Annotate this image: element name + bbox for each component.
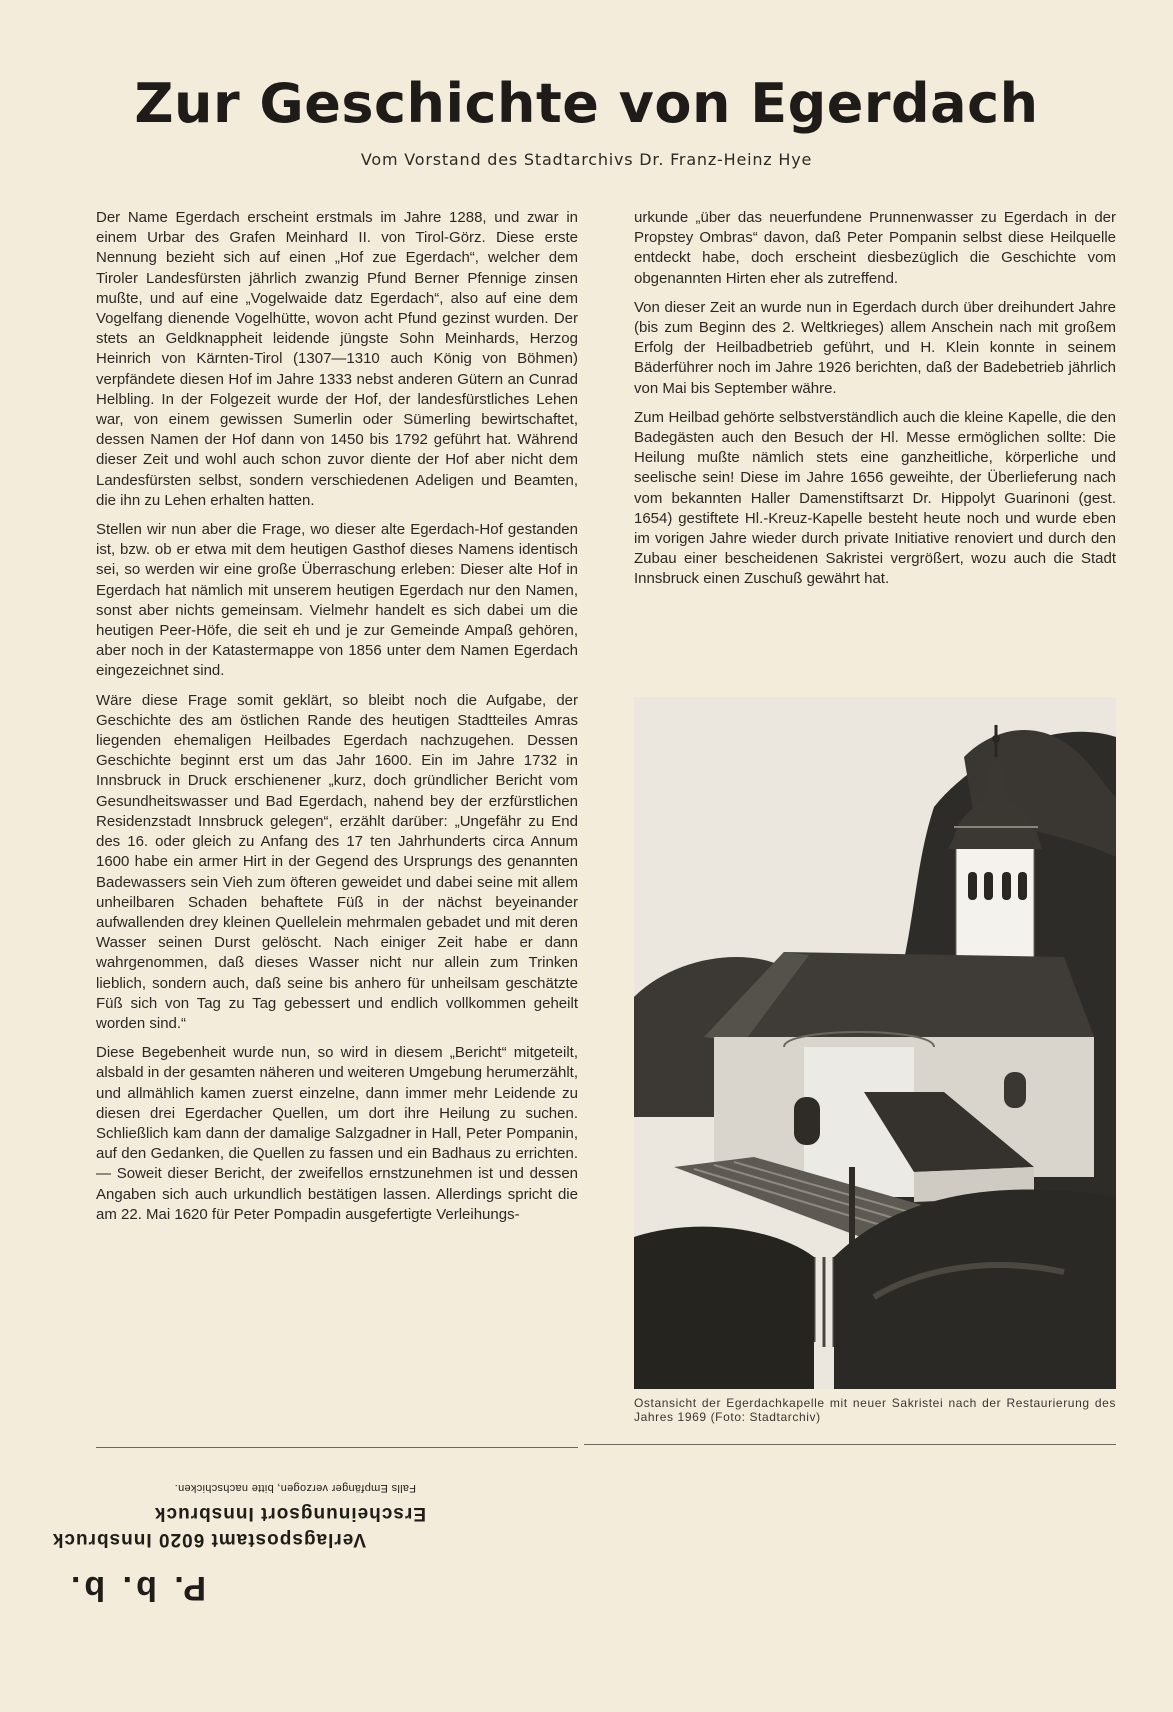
postage-paid-mark: P. b. b. (66, 1569, 206, 1607)
article-paragraph: Von dieser Zeit an wurde nun in Egerdach durch über dreihundert Jahre (bis zum Beginn des 2. Weltkrieges) allem Anschein nach mit großem Erfolg der Heilbadbetrieb geführt, und H. Klein konnte in seinem Bäderführer noch im Jahre 1926 berichten, daß der Badebetrieb jährlich von Mai bis September währe. (634, 298, 1116, 397)
divider-right (584, 1444, 1116, 1445)
forwarding-note: Falls Empfänger verzogen, bitte nachschicken. (174, 1482, 416, 1494)
chapel-illustration (634, 697, 1116, 1389)
article-paragraph: Stellen wir nun aber die Frage, wo dieser alte Egerdach-Hof gestanden ist, bzw. ob er etwa mit dem heutigen Gasthof dieses Namens identisch sei, so werden wir eine große Überraschung erleben: Dieser alte Hof in Egerdach hat nämlich mit unserem heutigen Egerdach nur den Namen, sonst aber nichts gemeinsam. Vielmehr handelt es sich dabei um die heutigen Peer-Höfe, die seit eh und je zur Gemeinde Ampaß gehören, aber noch in der Katastermappe von 1856 unter dem Namen Egerdach eingezeichnet sind. (96, 521, 578, 680)
author-subtitle: Vom Vorstand des Stadtarchivs Dr. Franz-Heinz Hye (360, 150, 813, 169)
article-paragraph: Zum Heilbad gehörte selbstverständlich auch die kleine Kapelle, die den Badegästen auch den Besuch der Hl. Messe ermöglichen sollte: Die Heilung mußte nämlich stets eine ganzheitliche, körperliche und seelische sein! Diese im Jahre 1656 geweihte, der Überlieferung nach vom bekannten Haller Damenstiftsarzt Dr. Hippolyt Guarinoni (gest. 1654) gestiftete Hl.-Kreuz-Kapelle besteht heute noch und wurde eben im vorigen Jahre wieder durch private Initiative renoviert und durch den Zubau einer bescheidenen Sakristei vergrößert, wozu auch die Stadt Innsbruck einen Zuschuß gewährt hat. (634, 408, 1116, 588)
article-paragraph: Wäre diese Frage somit geklärt, so bleibt noch die Aufgabe, der Geschichte des am östlichen Rande des heutigen Stadtteiles Amras liegenden ehemaligen Heilbades Egerdach nachzugehen. Dessen Geschichte beginnt erst um das Jahr 1600. Ein im Jahre 1732 in Innsbruck in Druck erschienener „kurz, doch gründlicher Bericht vom Gesundheitswasser und Bad Egerdach, nahend bey der erzfürstlichen Residenzstadt Innsbruck gelegen“, erzählt darüber: „Ungefähr zu End des 16. oder gleich zu Anfang des 17 ten Jahrhunderts circa Annum 1600 habe ein armer Hirt in der Gegend des Ursprungs des genannten Badewassers sein Vieh zum öfteren geweidet und dabei seine mit allem unheilbaren Schaden behaftete Füß in der nächst beyeinander aufwallenden drey kleinen Quellelein mehrmalen gebadet und mit deren Wasser seinen Durst gelöscht. Nach einiger Zeit habe er dann wahrgenommen, daß dieses Wasser nicht nur allein zum Trinken lieblich, sondern auch, daß seine bis anhero für unheilsam geschätzte Füß sich von Tag zu Tag gebessert und endlich vollkommen geheilt worden sind.“ (96, 691, 578, 1032)
article-paragraph: Diese Begebenheit wurde nun, so wird in diesem „Bericht“ mitgeteilt, alsbald in der gesamten näheren und weiteren Umgebung herumerzählt, und allmählich kamen zuerst einzelne, dann immer mehr Leidende zu diesen drei Egerdacher Quellen, um dort ihre Heilung zu suchen. Schließlich kam dann der damalige Salzgadner in Hall, Peter Pompanin, auf den Gedanken, die Quellen zu fassen und ein Badhaus zu errichten. — Soweit dieser Bericht, der zweifellos ernstzunehmen ist und dessen Angaben sich auch urkundlich bestätigen lassen. Allerdings spricht die am 22. Mai 1620 für Peter Pompadin ausgefertigte Verleihungs- (96, 1044, 578, 1223)
chapel-photo (634, 697, 1116, 1389)
publication-place: Erscheinungsort Innsbruck (153, 1503, 426, 1524)
article-paragraph: urkunde „über das neuerfundene Prunnenwasser zu Egerdach in der Propstey Ombras“ davon, daß Peter Pompanin selbst diese Heilquelle entdeckt habe, doch erscheint diesbezüglich die Geschichte vom obgenannten Hirten eher als zutreffend. (634, 209, 1116, 287)
post-office-line: Verlagspostamt 6020 Innsbruck (51, 1529, 366, 1550)
photo-caption: Ostansicht der Egerdachkapelle mit neuer Sakristei nach der Restaurierung des Jahres 1969 (Foto: Stadtarchiv) (634, 1396, 1116, 1424)
article-paragraph: Der Name Egerdach erscheint erstmals im Jahre 1288, und zwar in einem Urbar des Grafen Meinhard II. von Tirol-Görz. Diese erste Nennung bezieht sich auf einen „Hof zue Egerdach“, welcher dem Tiroler Landesfürsten jährlich zwanzig Pfund Berner Pfennige zinsen mußte, und auf eine „Vogelwaide datz Egerdach“, also auf eine dem Vogelfang dienende Vogelhütte, wovon acht Pfund gezinst wurden. Der stets an Geldknappheit leidende jüngste Sohn Meinhards, Herzog Heinrich von Kärnten-Tirol (1307—1310 auch König von Böhmen) verpfändete diesen Hof im Jahre 1333 nebst anderen Gütern an Cunrad Helbling. In der Folgezeit wurde der Hof, der landesfürstliches Lehen war, von einem gewissen Sumerlin oder Sümerling bewirtschaftet, dessen Namen der Hof dann von 1450 bis 1792 geführt hat. Während dieser Zeit und wohl auch schon zuvor diente der Hof aber nicht dem Landesfürsten selbst, sondern verschiedenen Adeligen und Beamten, die ihn zu Lehen erhalten hatten. (96, 209, 578, 509)
divider-left (96, 1447, 578, 1448)
article-right-column (634, 208, 1116, 599)
article-left-column (96, 208, 578, 1234)
page-title: Zur Geschichte von Egerdach (134, 72, 1039, 135)
